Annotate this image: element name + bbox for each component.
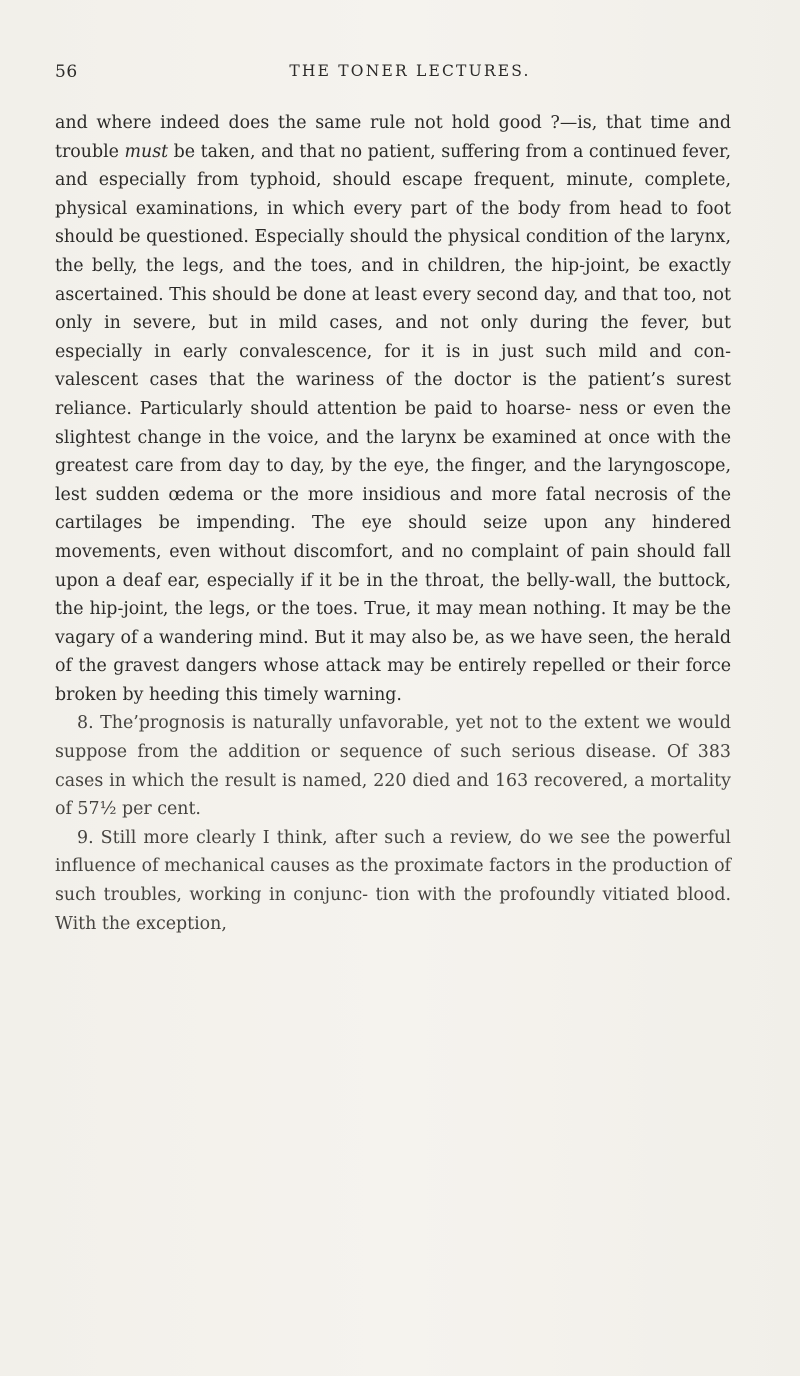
emphasis-text: must	[124, 141, 169, 162]
paragraph-text: be taken, and that no patient, suffering from a continued fever, and especially from typhoid, should escape frequent, minute, complete, physical examinations, in which every part of the body from head to foot should be questioned. Especially should the physical condition of the larynx, the belly, the legs, and the toes, and in children, the hip-joint, be exactly ascertained. This should be done at least every second day, and that too, not only in severe, but in mild cases, and not only during the fever, but especially in early convalescence, for it is in just such mild and con- valescent cases that the wariness of the doctor is the patient’s surest reliance. Particularly should attention be paid to hoarse- ness or even the slightest change in the voice, and the larynx be examined at once with the greatest care from day to day, by the eye, the finger, and the laryngoscope, lest sudden œdema or the more insidious and more fatal necrosis of the cartilages be impending. The eye should seize upon any hindered movements, even without discomfort, and no complaint of pain should fall upon a deaf ear, especially if it be in the throat, the belly-wall, the buttock, the hip-joint, the legs, or the toes. True, it may mean nothing. It may be the vagary of a wandering mind. But it may also be, as we have seen, the herald of the gravest dangers whose attack may be entirely repelled or their force broken by heeding this timely warning.	[55, 141, 731, 705]
paragraph-continuation	[55, 109, 731, 709]
page-number: 56	[55, 62, 78, 82]
body-text	[55, 109, 731, 938]
running-title: THE TONER LECTURES.	[289, 62, 531, 80]
paragraph-prognosis: 8. The’prognosis is naturally unfavorable, yet not to the extent we would suppose from the addition or sequence of such serious disease. Of 383 cases in which the result is named, 220 died and 163 recovered, a mortality of 57½ per cent.	[55, 713, 731, 820]
paragraph-text: and where indeed does the same rule not hold good ?—is, that time and trouble	[55, 113, 731, 162]
paragraph-mechanical-causes: 9. Still more clearly I think, after such a review, do we see the powerful influence of mechanical causes as the proximate factors in the production of such troubles, working in conjunc- tion with the profoundly vitiated blood. With the exception,	[55, 827, 731, 934]
page-header	[55, 62, 735, 88]
